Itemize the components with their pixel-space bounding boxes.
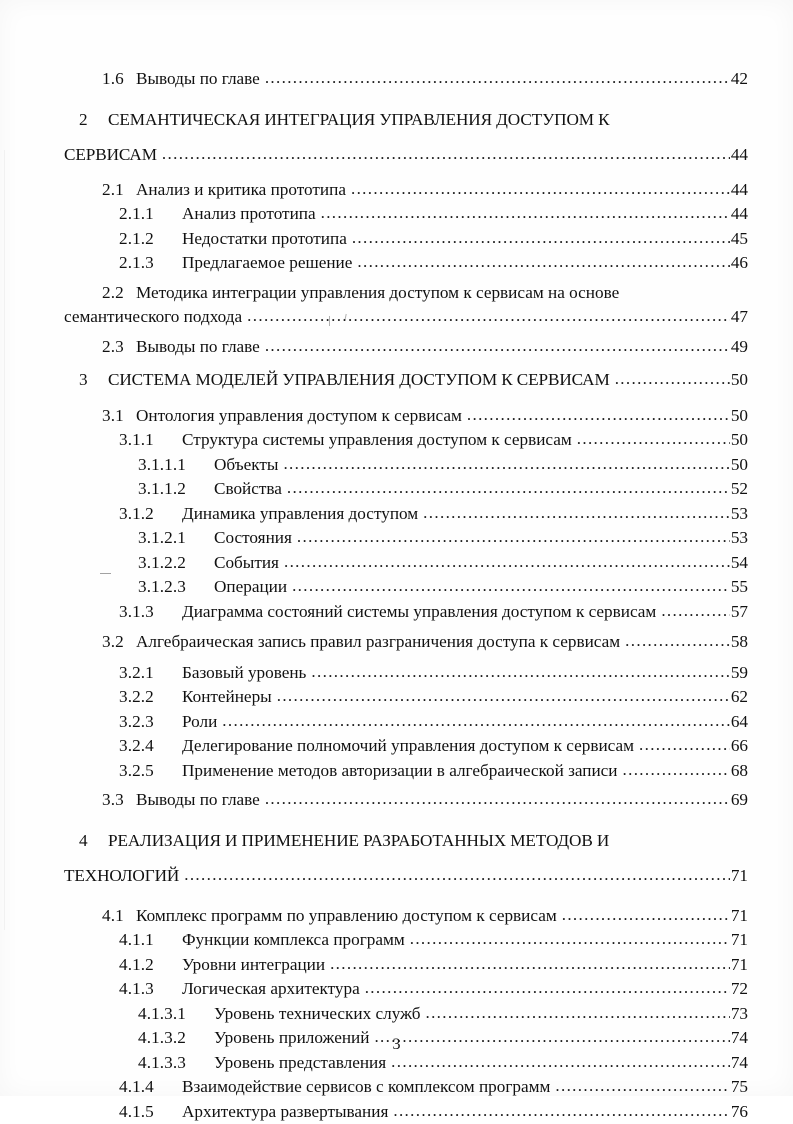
leader-dots bbox=[184, 857, 730, 892]
toc-entry-section[interactable] bbox=[64, 526, 748, 551]
toc-entry-line-continued bbox=[64, 137, 748, 172]
leader-dots bbox=[311, 660, 729, 685]
toc-entry-number: 3.3 bbox=[64, 788, 130, 813]
toc-entry-number: 3 bbox=[64, 368, 102, 393]
toc-entry-title: Выводы по главе bbox=[130, 67, 260, 92]
toc-entry-number: 3.1.2.2 bbox=[64, 551, 214, 576]
toc-entry-title: Структура системы управления доступом к сервисам bbox=[182, 428, 572, 453]
table-of-contents bbox=[64, 62, 748, 1124]
leader-dots bbox=[321, 201, 730, 226]
toc-entry-section[interactable] bbox=[64, 335, 748, 360]
toc-entry-section[interactable] bbox=[64, 477, 748, 502]
toc-entry-section[interactable] bbox=[64, 904, 748, 929]
toc-entry-page: 71 bbox=[731, 928, 748, 953]
toc-entry-page: 45 bbox=[731, 227, 748, 252]
toc-entry-page: 69 bbox=[731, 788, 748, 813]
toc-entry-section[interactable] bbox=[64, 202, 748, 227]
toc-entry-number: 4.1.2 bbox=[64, 953, 182, 978]
toc-entry-page: 75 bbox=[731, 1075, 748, 1100]
toc-entry-section[interactable] bbox=[64, 685, 748, 710]
toc-entry-section[interactable] bbox=[64, 1002, 748, 1027]
toc-entry-number: 3.2.3 bbox=[64, 710, 182, 735]
toc-entry-page: 76 bbox=[731, 1100, 748, 1124]
toc-entry-page: 55 bbox=[731, 575, 748, 600]
toc-entry-number: 4 bbox=[64, 823, 102, 858]
toc-entry-number: 3.2.5 bbox=[64, 759, 182, 784]
toc-entry-section[interactable] bbox=[64, 710, 748, 735]
leader-dots bbox=[330, 952, 730, 977]
toc-entry-section[interactable] bbox=[64, 788, 748, 813]
toc-entry-title: Роли bbox=[182, 710, 217, 735]
toc-entry-title: Анализ и критика прототипа bbox=[130, 178, 346, 203]
leader-dots bbox=[265, 66, 730, 91]
toc-entry-section[interactable] bbox=[64, 575, 748, 600]
toc-entry-section[interactable] bbox=[64, 67, 748, 92]
toc-entry-title: СИСТЕМА МОДЕЛЕЙ УПРАВЛЕНИЯ ДОСТУПОМ К СЕРВИСАМ bbox=[102, 368, 610, 393]
toc-entry-page: 68 bbox=[731, 759, 748, 784]
toc-entry-page: 71 bbox=[731, 858, 748, 893]
leader-dots bbox=[283, 452, 729, 477]
toc-entry-line-continued bbox=[64, 305, 748, 330]
toc-entry-page: 47 bbox=[731, 305, 748, 330]
toc-entry-number: 4.1.3.3 bbox=[64, 1051, 214, 1076]
toc-entry-number: 4.1 bbox=[64, 904, 130, 929]
toc-entry-number: 3.1.3 bbox=[64, 600, 182, 625]
toc-entry-title: Алгебраическая запись правил разграничения доступа к сервисам bbox=[130, 630, 620, 655]
leader-dots bbox=[410, 927, 730, 952]
toc-entry-page: 44 bbox=[731, 178, 748, 203]
toc-entry-title: Уровень представления bbox=[214, 1051, 386, 1076]
toc-entry-section[interactable] bbox=[64, 404, 748, 429]
toc-entry-title: События bbox=[214, 551, 279, 576]
toc-entry-number: 2.1.1 bbox=[64, 202, 182, 227]
toc-entry-page: 71 bbox=[731, 953, 748, 978]
toc-entry-page: 52 bbox=[731, 477, 748, 502]
toc-entry-chapter[interactable] bbox=[64, 823, 748, 893]
leader-dots bbox=[623, 758, 730, 783]
leader-dots bbox=[555, 1074, 729, 1099]
toc-entry-title: Применение методов авторизации в алгебраической записи bbox=[182, 759, 618, 784]
toc-entry-page: 72 bbox=[731, 977, 748, 1002]
leader-dots bbox=[393, 1099, 729, 1124]
toc-entry-number: 3.1 bbox=[64, 404, 130, 429]
toc-entry-section[interactable] bbox=[64, 502, 748, 527]
leader-dots bbox=[615, 367, 730, 392]
leader-dots bbox=[661, 599, 730, 624]
toc-entry-section[interactable] bbox=[64, 178, 748, 203]
toc-entry-line bbox=[64, 281, 748, 306]
leader-dots bbox=[639, 733, 730, 758]
toc-entry-page: 46 bbox=[731, 251, 748, 276]
scan-artifact-edge bbox=[4, 150, 5, 930]
toc-entry-page: 53 bbox=[731, 526, 748, 551]
leader-dots bbox=[467, 403, 730, 428]
toc-entry-page: 50 bbox=[731, 428, 748, 453]
toc-entry-title-continued: семантического подхода bbox=[64, 305, 242, 330]
toc-entry-section[interactable] bbox=[64, 1100, 748, 1124]
toc-entry-page: 44 bbox=[731, 137, 748, 172]
toc-entry-line-continued bbox=[64, 858, 748, 893]
toc-entry-title: Недостатки прототипа bbox=[182, 227, 347, 252]
leader-dots bbox=[562, 903, 730, 928]
toc-entry-title-continued: ТЕХНОЛОГИЙ bbox=[64, 858, 179, 893]
toc-entry-section[interactable] bbox=[64, 281, 748, 330]
toc-entry-section[interactable] bbox=[64, 630, 748, 655]
toc-entry-number: 3.2.1 bbox=[64, 661, 182, 686]
toc-entry-number: 3.1.1.2 bbox=[64, 477, 214, 502]
toc-entry-number: 4.1.3.2 bbox=[64, 1026, 214, 1051]
toc-entry-title: Архитектура развертывания bbox=[182, 1100, 388, 1124]
toc-entry-chapter[interactable] bbox=[64, 102, 748, 172]
toc-entry-page: 73 bbox=[731, 1002, 748, 1027]
toc-entry-title: Взаимодействие сервисов с комплексом программ bbox=[182, 1075, 550, 1100]
leader-dots bbox=[292, 574, 730, 599]
toc-entry-title: Выводы по главе bbox=[130, 788, 260, 813]
leader-dots bbox=[425, 1001, 729, 1026]
toc-entry-page: 50 bbox=[731, 404, 748, 429]
toc-entry-chapter[interactable] bbox=[64, 368, 748, 393]
toc-entry-page: 64 bbox=[731, 710, 748, 735]
toc-entry-section[interactable] bbox=[64, 661, 748, 686]
toc-entry-title: Состояния bbox=[214, 526, 292, 551]
toc-entry-section[interactable] bbox=[64, 734, 748, 759]
leader-dots bbox=[577, 427, 730, 452]
leader-dots bbox=[277, 684, 730, 709]
toc-entry-section[interactable] bbox=[64, 551, 748, 576]
toc-entry-number: 4.1.5 bbox=[64, 1100, 182, 1124]
toc-entry-page: 74 bbox=[731, 1051, 748, 1076]
toc-entry-number: 3.1.1 bbox=[64, 428, 182, 453]
toc-entry-section[interactable] bbox=[64, 600, 748, 625]
toc-entry-title: Функции комплекса программ bbox=[182, 928, 405, 953]
toc-entry-section[interactable] bbox=[64, 227, 748, 252]
toc-entry-title: Объекты bbox=[214, 453, 278, 478]
toc-entry-number: 4.1.3 bbox=[64, 977, 182, 1002]
leader-dots bbox=[287, 476, 730, 501]
toc-entry-section[interactable] bbox=[64, 928, 748, 953]
toc-entry-page: 71 bbox=[731, 904, 748, 929]
toc-entry-number: 2 bbox=[64, 102, 102, 137]
toc-entry-section[interactable] bbox=[64, 953, 748, 978]
page-folio: 3 bbox=[0, 1036, 793, 1054]
toc-entry-page: 74 bbox=[731, 1026, 748, 1051]
toc-entry-line bbox=[64, 102, 748, 137]
leader-dots bbox=[365, 976, 730, 1001]
toc-entry-title-continued: СЕРВИСАМ bbox=[64, 137, 157, 172]
toc-entry-section[interactable] bbox=[64, 1051, 748, 1076]
leader-dots bbox=[284, 550, 730, 575]
toc-entry-number: 3.2.2 bbox=[64, 685, 182, 710]
toc-entry-page: 62 bbox=[731, 685, 748, 710]
toc-entry-page: 49 bbox=[731, 335, 748, 360]
toc-entry-title: Динамика управления доступом bbox=[182, 502, 418, 527]
toc-entry-title: Методика интеграции управления доступом к сервисам на основе bbox=[130, 281, 619, 306]
toc-entry-page: 50 bbox=[731, 453, 748, 478]
toc-entry-line bbox=[64, 823, 748, 858]
toc-entry-number: 4.1.4 bbox=[64, 1075, 182, 1100]
toc-entry-title: Выводы по главе bbox=[130, 335, 260, 360]
toc-entry-title: Уровни интеграции bbox=[182, 953, 325, 978]
toc-entry-title: Диаграмма состояний системы управления доступом к сервисам bbox=[182, 600, 656, 625]
toc-entry-title: Анализ прототипа bbox=[182, 202, 316, 227]
toc-entry-number: 2.1.3 bbox=[64, 251, 182, 276]
toc-entry-title: Онтология управления доступом к сервисам bbox=[130, 404, 462, 429]
leader-dots bbox=[297, 525, 730, 550]
toc-entry-section[interactable] bbox=[64, 977, 748, 1002]
toc-entry-number: 3.1.1.1 bbox=[64, 453, 214, 478]
toc-entry-title: Комплекс программ по управлению доступом к сервисам bbox=[130, 904, 557, 929]
toc-entry-number: 3.2 bbox=[64, 630, 130, 655]
leader-dots bbox=[423, 501, 730, 526]
toc-entry-number: 2.1.2 bbox=[64, 227, 182, 252]
toc-entry-title: СЕМАНТИЧЕСКАЯ ИНТЕГРАЦИЯ УПРАВЛЕНИЯ ДОСТУПОМ К bbox=[102, 102, 610, 137]
toc-entry-page: 54 bbox=[731, 551, 748, 576]
toc-entry-number: 2.2 bbox=[64, 281, 130, 306]
toc-entry-page: 66 bbox=[731, 734, 748, 759]
toc-entry-section[interactable] bbox=[64, 453, 748, 478]
toc-entry-number: 1.6 bbox=[64, 67, 130, 92]
toc-entry-number: 3.1.2.3 bbox=[64, 575, 214, 600]
toc-entry-title: Свойства bbox=[214, 477, 282, 502]
toc-entry-number: 3.1.2.1 bbox=[64, 526, 214, 551]
toc-entry-number: 3.1.2 bbox=[64, 502, 182, 527]
toc-entry-page: 57 bbox=[731, 600, 748, 625]
toc-entry-title: РЕАЛИЗАЦИЯ И ПРИМЕНЕНИЕ РАЗРАБОТАННЫХ МЕТОДОВ И bbox=[102, 823, 609, 858]
leader-dots bbox=[265, 334, 730, 359]
toc-entry-page: 50 bbox=[731, 368, 748, 393]
toc-entry-page: 42 bbox=[731, 67, 748, 92]
toc-entry-page: 59 bbox=[731, 661, 748, 686]
leader-dots bbox=[357, 250, 729, 275]
toc-entry-number: 4.1.3.1 bbox=[64, 1002, 214, 1027]
leader-dots bbox=[222, 709, 730, 734]
toc-entry-number: 4.1.1 bbox=[64, 928, 182, 953]
toc-entry-number: 3.2.4 bbox=[64, 734, 182, 759]
leader-dots bbox=[352, 226, 730, 251]
toc-entry-title: Операции bbox=[214, 575, 287, 600]
toc-entry-title: Уровень приложений bbox=[214, 1026, 369, 1051]
leader-dots bbox=[625, 629, 730, 654]
leader-dots bbox=[247, 304, 730, 329]
leader-dots bbox=[162, 136, 730, 171]
toc-entry-title: Делегирование полномочий управления доступом к сервисам bbox=[182, 734, 634, 759]
leader-dots bbox=[351, 177, 730, 202]
toc-entry-title: Контейнеры bbox=[182, 685, 272, 710]
toc-entry-section[interactable] bbox=[64, 251, 748, 276]
toc-entry-title: Предлагаемое решение bbox=[182, 251, 352, 276]
toc-entry-page: 58 bbox=[731, 630, 748, 655]
toc-entry-title: Уровень технических служб bbox=[214, 1002, 420, 1027]
toc-entry-section[interactable] bbox=[64, 428, 748, 453]
toc-entry-page: 53 bbox=[731, 502, 748, 527]
leader-dots bbox=[265, 787, 730, 812]
toc-entry-title: Базовый уровень bbox=[182, 661, 306, 686]
toc-entry-number: 2.1 bbox=[64, 178, 130, 203]
toc-entry-section[interactable] bbox=[64, 759, 748, 784]
toc-entry-page: 44 bbox=[731, 202, 748, 227]
toc-entry-title: Логическая архитектура bbox=[182, 977, 360, 1002]
toc-entry-number: 2.3 bbox=[64, 335, 130, 360]
